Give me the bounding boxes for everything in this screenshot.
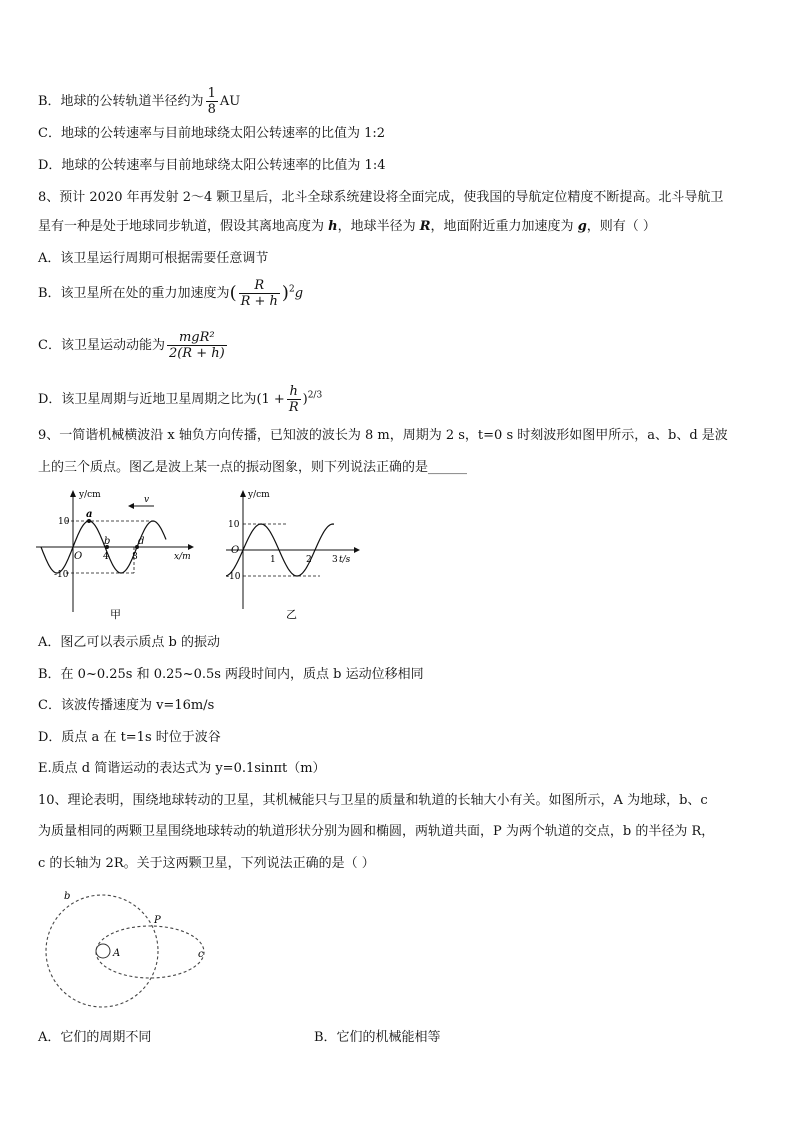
var-g: g	[577, 219, 587, 234]
q8-option-c	[38, 330, 229, 361]
var-r: R	[419, 219, 431, 234]
q10-stem-line1: 10、理论表明，围绕地球转动的卫星，其机械能只与卫星的质量和轨道的长轴大小有关。如图所示，A 为地球，b、c	[38, 793, 708, 808]
fraction-numerator: R	[239, 278, 280, 294]
velocity-label: v	[144, 495, 150, 505]
q7-option-b	[38, 86, 240, 117]
y-tick-label: 10	[228, 520, 240, 530]
q7-option-b-fraction	[206, 86, 218, 117]
x-tick-label: 4	[103, 552, 109, 562]
paren-close: )	[281, 282, 289, 304]
exponent: 2/3	[307, 390, 323, 401]
y-tick-label: -10	[226, 572, 241, 582]
q8-option-a: A．该卫星运行周期可根据需要任意调节	[38, 251, 269, 266]
figure-caption: 乙	[286, 608, 297, 621]
x-tick-label: 8	[132, 552, 138, 562]
y-tick-label: -10	[54, 570, 69, 580]
t-axis-arrow	[354, 547, 360, 553]
point-a-label: a	[86, 509, 93, 520]
y-axis-arrow	[240, 490, 246, 497]
fraction-numerator: h	[287, 384, 301, 400]
q8-option-b-fraction	[239, 278, 280, 309]
q9-option-b: B．在 0~0.25s 和 0.25~0.5s 两段时间内，质点 b 运动位移相同	[38, 667, 424, 682]
origin-label: O	[74, 551, 83, 562]
orbit-figure	[40, 885, 220, 1010]
t-axis-label: t/s	[339, 555, 351, 565]
q7-option-c: C．地球的公转速率与目前地球绕太阳公转速率的比值为 1:2	[38, 126, 386, 141]
t-tick-label: 3	[332, 555, 338, 565]
q7-option-b-unit: AU	[219, 94, 241, 109]
y-axis-arrow	[70, 490, 76, 497]
fraction-numerator: 1	[207, 86, 216, 101]
q10-option-b: B．它们的机械能相等	[314, 1030, 441, 1045]
q10-stem-line3: c 的长轴为 2R。关于这两颗卫星，下列说法正确的是（ ）	[38, 856, 375, 871]
q8-option-d: D．该卫星周期与近地卫星周期之比为(1 + $\frac{h}{R}$ )$^{2/3}$	[38, 384, 323, 415]
q10-option-a: A．它们的周期不同	[38, 1030, 152, 1045]
q8-stem-text: ，地面附近重力加速度为	[430, 219, 578, 234]
q8-option-d-fraction	[287, 384, 301, 415]
orbit-c-label: c	[198, 949, 204, 960]
q8-stem-line2	[38, 218, 656, 236]
q9-stem-line1: 9、一简谐机械横波沿 x 轴负方向传播，已知波的波长为 8 m，周期为 2 s，t=0 s 时刻波形如图甲所示，a、b、d 是波	[38, 428, 728, 443]
x-axis-label: x/m	[174, 552, 191, 562]
q8-option-b	[38, 278, 303, 309]
q8-option-c-fraction	[167, 330, 227, 361]
q9-option-a: A．图乙可以表示质点 b 的振动	[38, 635, 220, 650]
origin-label: O	[231, 545, 240, 556]
q7-option-b-text: B．地球的公转轨道半径约为	[38, 94, 204, 109]
q8-stem-text: ，地球半径为	[337, 219, 420, 234]
y-tick-label: 10	[58, 517, 70, 527]
paren-open: (	[229, 282, 237, 304]
y-axis-label: y/cm	[248, 490, 270, 500]
expr-one-plus: (1 +	[256, 392, 285, 407]
q8-option-d-text: D．该卫星周期与近地卫星周期之比为	[38, 392, 257, 407]
velocity-arrowhead	[128, 503, 134, 509]
point-b-label: b	[104, 536, 111, 547]
y-axis-label: y/cm	[79, 490, 101, 500]
fraction-denominator: 2(R + h)	[168, 346, 225, 361]
q9-option-e: E.质点 d 简谐运动的表达式为 y=0.1sinπt（m）	[38, 761, 326, 776]
fraction-numerator: mgR²	[167, 330, 227, 346]
q7-option-d: D．地球的公转速率与目前地球绕太阳公转速率的比值为 1:4	[38, 158, 386, 173]
q8-option-c-text: C．该卫星运动动能为	[38, 338, 165, 353]
q8-stem-text: 星有一种是处于地球同步轨道，假设其离地高度为	[38, 219, 329, 234]
orbit-b-circle	[46, 895, 158, 1007]
var-g: g	[294, 286, 304, 301]
figure-caption: 甲	[110, 608, 121, 621]
point-d-label: d	[138, 536, 145, 547]
t-tick-label: 1	[270, 555, 276, 565]
earth-marker	[96, 944, 110, 958]
q10-stem-line2: 为质量相同的两颗卫星围绕地球转动的轨道形状分别为圆和椭圆，两轨道共面，P 为两个轨道的交点，b 的半径为 R，	[38, 824, 715, 839]
fraction-denominator: R + h	[240, 294, 278, 309]
fraction-denominator: R	[288, 400, 299, 415]
earth-label: A	[113, 948, 121, 959]
fraction-denominator: 8	[207, 102, 216, 117]
q8-option-b-text: B．该卫星所在处的重力加速度为	[38, 286, 230, 301]
q9-option-d: D．质点 a 在 t=1s 时位于波谷	[38, 730, 221, 745]
q8-stem-line1: 8、预计 2020 年再发射 2～4 颗卫星后，北斗全球系统建设将全面完成，使我国的导航定位精度不断提高。北斗导航卫	[38, 190, 724, 205]
q9-stem-line2: 上的三个质点。图乙是波上某一点的振动图象，则下列说法正确的是______	[38, 460, 468, 475]
x-axis-arrow	[188, 544, 194, 550]
intersection-p-label: P	[154, 915, 161, 926]
var-h: h	[328, 219, 338, 234]
q9-option-c: C．该波传播速度为 v=16m/s	[38, 698, 215, 713]
orbit-b-label: b	[64, 891, 71, 902]
exponent: 2	[288, 284, 295, 295]
wave-figure-jia	[36, 487, 196, 622]
vibration-figure-yi	[226, 487, 366, 622]
q8-stem-text: ，则有（ ）	[586, 219, 656, 234]
t-tick-label: 2	[306, 555, 312, 565]
